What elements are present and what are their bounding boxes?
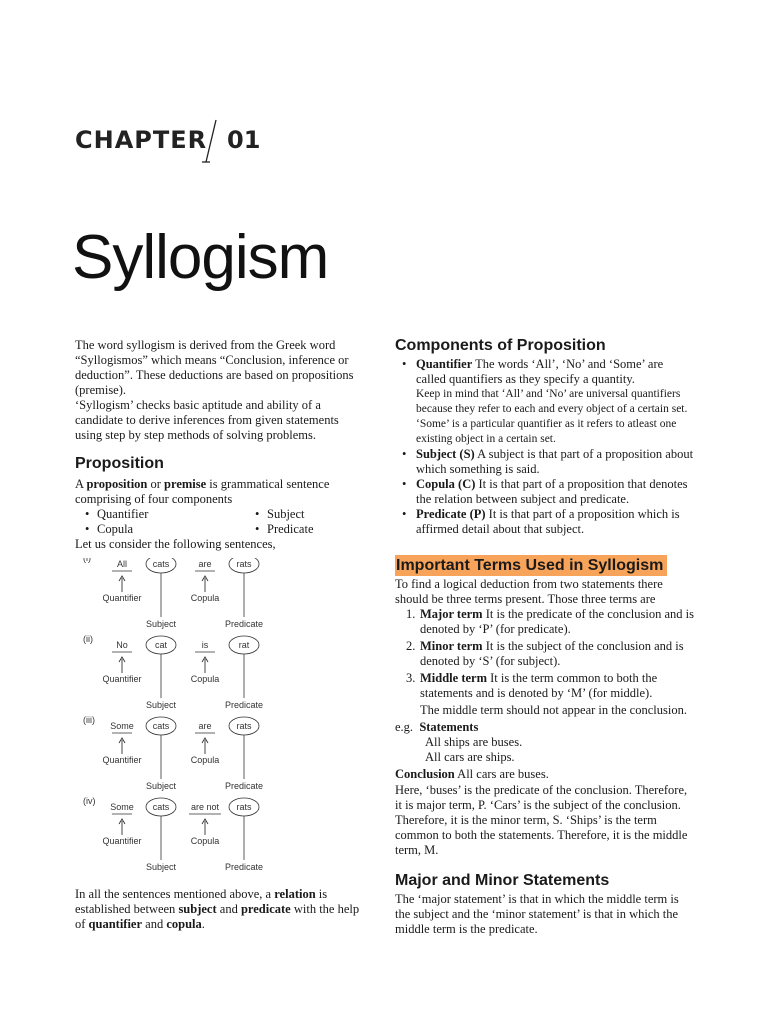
subject-label: Subject: [145, 619, 177, 629]
proposition-diagram: [75, 558, 365, 883]
quantifier-label: Quantifier: [102, 593, 142, 603]
quantifier-word: Some: [110, 802, 134, 812]
page-title: Syllogism: [72, 223, 329, 292]
subject-label: Subject: [145, 862, 177, 872]
predicate-label: Predicate: [224, 700, 264, 710]
component-copula: • Copula: [85, 522, 255, 537]
subject-word: cats: [152, 559, 170, 569]
copula-word: are not: [190, 802, 220, 812]
copula-label: Copula: [190, 593, 220, 603]
subject-word: cats: [152, 721, 170, 731]
sentence-number: (ii): [83, 634, 93, 644]
terms-intro: To find a logical deduction from two statements there should be three terms present. Those three terms are: [395, 577, 663, 606]
predicate-label: Predicate: [224, 862, 264, 872]
important-terms-highlight: Important Terms Used in Syllogism: [395, 555, 667, 576]
right-column: [395, 336, 695, 937]
predicate-label: Predicate: [224, 781, 264, 791]
closing-paragraph: In all the sentences mentioned above, a relation is established between subject and predicate with the help of quantifier and copula.: [75, 887, 360, 931]
predicate-word: rats: [236, 802, 252, 812]
consider-text: Let us consider the following sentences,: [75, 537, 276, 551]
predicate-label: Predicate: [224, 619, 264, 629]
example-statements-label: e.g. Statements: [395, 720, 479, 734]
sentence-number: (i): [83, 558, 91, 563]
chapter-slash-divider: [201, 118, 221, 166]
copula-word: are: [198, 721, 212, 731]
copula-bullet: • Copula (C) It is that part of a proposition that denotes the relation between subject and predicate.: [395, 477, 695, 507]
term-item-minor: 2. Minor term It is the subject of the conclusion and is denoted by ‘S’ (for subject).: [406, 639, 684, 668]
example-conclusion: Conclusion All cars are buses.: [395, 767, 549, 781]
left-column: [75, 338, 365, 932]
major-minor-text: The ‘major statement’ is that in which the middle term is the subject and the ‘minor statement’ is that in which the middle term is the predicate.: [395, 892, 679, 936]
quantifier-note-particular: ‘Some’ is a particular quantifier as it refers to atleast one existing object in a certain set.: [416, 418, 677, 445]
copula-label: Copula: [190, 755, 220, 765]
quantifier-word: Some: [110, 721, 134, 731]
example-statement-1: All ships are buses.: [425, 735, 523, 749]
subject-word: cats: [152, 802, 170, 812]
component-quantifier: • Quantifier: [85, 507, 255, 522]
important-terms-heading: [395, 555, 695, 576]
components-heading: Components of Proposition: [395, 337, 606, 354]
copula-label: Copula: [190, 836, 220, 846]
predicate-bullet: • Predicate (P) It is that part of a proposition which is affirmed detail about that subject.: [395, 507, 695, 537]
quantifier-bullet: • Quantifier The words ‘All’, ‘No’ and ‘Some’ are called quantifiers as they specify a quantity.: [395, 357, 695, 387]
quantifier-word: All: [116, 559, 128, 569]
sentence-number: (iv): [83, 796, 96, 806]
quantifier-label: Quantifier: [102, 755, 142, 765]
intro-paragraph-1: The word syllogism is derived from the Greek word “Syllogismos” which means “Conclusion, inference or deduction”. These deductions are based on propositions (premise).: [75, 338, 354, 397]
copula-word: are: [198, 559, 212, 569]
quantifier-label: Quantifier: [102, 836, 142, 846]
subject-label: Subject: [145, 781, 177, 791]
quantifier-note-universal: Keep in mind that ‘All’ and ‘No’ are universal quantifiers because they refer to each and every object of a certain set.: [416, 388, 688, 415]
subject-word: cat: [154, 640, 168, 650]
component-predicate: • Predicate: [255, 522, 365, 537]
middle-term-note: The middle term should not appear in the conclusion.: [420, 703, 687, 717]
major-minor-heading: Major and Minor Statements: [395, 872, 610, 889]
chapter-number: 01: [227, 126, 261, 154]
proposition-diagram-svg: [75, 558, 365, 883]
subject-label: Subject: [145, 700, 177, 710]
components-list: [85, 507, 365, 537]
intro-paragraph-2: ‘Syllogism’ checks basic aptitude and ability of a candidate to derive inferences from given statements using step by step methods of solving problems.: [75, 398, 339, 442]
sentence-number: (iii): [83, 715, 95, 725]
copula-word: is: [201, 640, 209, 650]
term-item-major: 1. Major term It is the predicate of the conclusion and is denoted by ‘P’ (for predicate).: [406, 607, 694, 636]
predicate-word: rats: [236, 721, 252, 731]
proposition-definition: A proposition or premise is grammatical sentence comprising of four components: [75, 477, 330, 506]
quantifier-label: Quantifier: [102, 674, 142, 684]
quantifier-word: No: [116, 640, 128, 650]
subject-bullet: • Subject (S) A subject is that part of a proposition about which something is said.: [395, 447, 695, 477]
term-item-middle: 3. Middle term It is the term common to both the statements and is denoted by ‘M’ (for middle).: [406, 671, 658, 700]
proposition-heading: Proposition: [75, 455, 164, 472]
chapter-label: CHAPTER: [75, 126, 208, 154]
component-subject: • Subject: [255, 507, 365, 522]
example-statement-2: All cars are ships.: [425, 750, 515, 764]
predicate-word: rats: [236, 559, 252, 569]
terms-explanation: Here, ‘buses’ is the predicate of the conclusion. Therefore, it is major term, P. ‘Cars’ is the subject of the conclusion. Therefore, it is the minor term, S. ‘Ships’ is the term common to both the statements. Therefore, it is the middle term, M.: [395, 783, 688, 857]
copula-label: Copula: [190, 674, 220, 684]
predicate-word: rat: [238, 640, 250, 650]
